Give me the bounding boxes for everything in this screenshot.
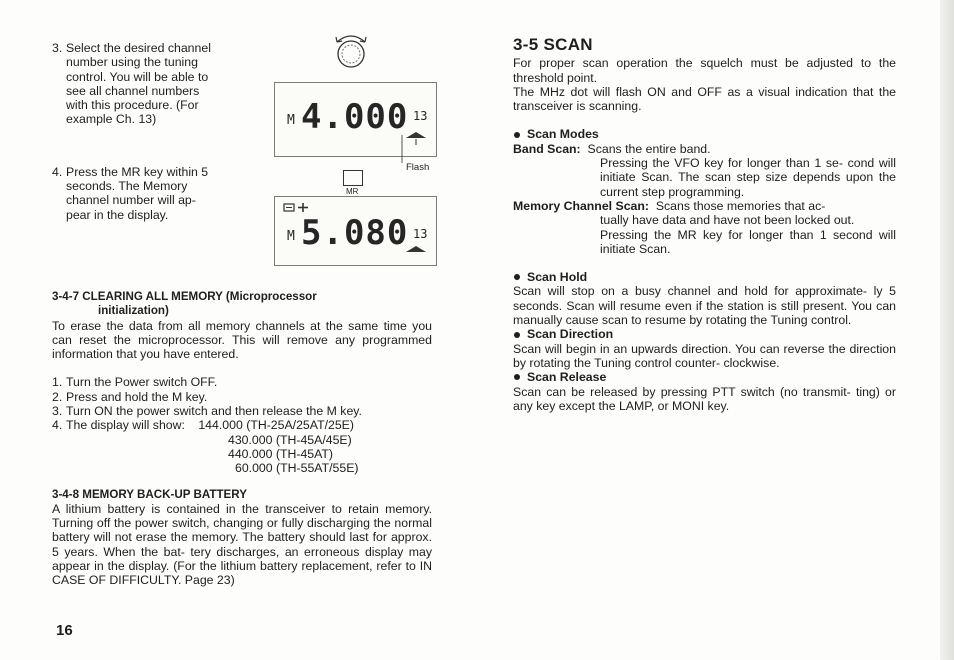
tuning-knob-icon (329, 30, 373, 74)
lcd-display-memory (274, 196, 437, 266)
band-scan: Band Scan: Scans the entire band. (513, 141, 711, 156)
step-3-line: example Ch. 13) (66, 112, 157, 127)
scan-direction-heading: Scan Direction (513, 327, 896, 341)
freq-value: 60.000 (235, 461, 273, 476)
lcd-channel-number: 13 (413, 227, 428, 241)
scan-direction-body: Scan will begin in an upwards direction. You can reverse the direction by rotating the Tuning control counter- clockwise. (513, 341, 896, 370)
step-4 (52, 165, 256, 222)
step-3-line: Select the desired channel (66, 41, 211, 55)
bullet-icon (514, 132, 520, 138)
flash-leader-line (400, 135, 410, 165)
freq-model: (TH-45A/45E) (275, 432, 352, 447)
lcd-frequency: 5.080 (301, 213, 409, 253)
list-item: 4. The display will show: 144.000 (TH-25A/25AT/25E) (52, 418, 354, 433)
list-item: 3. Turn ON the power switch and then release the M key. (52, 404, 362, 419)
scan-hold-body: Scan will stop on a busy channel and hold for approximate- ly 5 seconds. Scan will resume even if the station is still present. You can manually cause scan to resume by rotating the Tuning control. (513, 284, 896, 328)
scan-hold-heading: Scan Hold (513, 270, 896, 284)
memory-scan: Memory Channel Scan: Scans those memories that ac- (513, 198, 826, 213)
step-3-line: control. You will be able to (66, 69, 209, 84)
lcd-frequency: 4.000 (301, 97, 409, 137)
freq-model: (TH-45AT) (275, 446, 334, 461)
step-4-line: Press the MR key within 5 (66, 164, 209, 179)
right-column (513, 35, 896, 413)
freq-value: 144.000 (198, 418, 243, 433)
step-3-line: see all channel numbers (66, 83, 200, 98)
mr-key-label: MR (346, 187, 359, 196)
freq-model: (TH-55AT/55E) (276, 461, 359, 476)
freq-value: 430.000 (228, 432, 273, 447)
step-4-line: seconds. The Memory (66, 179, 188, 194)
memory-indicator: M (287, 229, 295, 244)
section-3-4-8-heading: 3-4-8 MEMORY BACK-UP BATTERY (52, 487, 247, 501)
flash-label: Flash (406, 162, 430, 173)
lcd-display-channel (274, 82, 437, 157)
list-item (52, 461, 432, 475)
step-3 (52, 41, 256, 127)
bullet-icon (514, 374, 520, 380)
flash-pointer-icon (403, 245, 429, 263)
list-item: 2. Press and hold the M key. (52, 389, 208, 404)
lcd-channel-number: 13 (413, 109, 428, 123)
section-3-4-7-body: To erase the data from all memory channels at the same time you can reset the microprocessor. This will remove any programmed information that you have entered. (52, 318, 432, 362)
scan-intro: For proper scan operation the squelch must be adjusted to the threshold point. (513, 56, 896, 85)
clear-memory-steps (52, 375, 432, 475)
bullet-icon (514, 332, 520, 338)
bullet-icon (514, 274, 520, 280)
scan-intro: The MHz dot will flash ON and OFF as a visual indication that the transceiver is scanning. (513, 84, 896, 114)
freq-model: (TH-25A/25AT/25E) (246, 418, 354, 433)
section-3-4-8-body: A lithium battery is contained in the transceiver to retain memory. Turning off the power switch, changing or fully discharging the normal battery will not erase the memory. The battery should last for approx. 5 years. When the bat- tery discharges, an erroneous display may appear in the display. (For the lithium battery replacement, refer to IN CASE OF DIFFICULTY. Page 23) (52, 501, 432, 588)
section-3-4-7 (52, 290, 432, 476)
section-title: 3-5 SCAN (513, 35, 593, 54)
step-3-line: number using the tuning (66, 55, 198, 70)
memory-scan-detail: tually have data and have not been locked out. (600, 213, 855, 228)
section-3-4-7-heading-cont: initialization) (98, 304, 169, 318)
page-number: 16 (56, 622, 73, 639)
page-edge (940, 0, 954, 660)
scan-release-body: Scan can be released by pressing PTT switch (no transmit- ting) or any key except the LAMP, or MONI key. (513, 384, 896, 413)
mr-key-icon (343, 170, 363, 186)
freq-value: 440.000 (228, 446, 273, 461)
list-item (52, 433, 432, 447)
step-4-number: 4. (52, 164, 63, 179)
step-4-line: channel number will ap- (66, 193, 196, 208)
section-3-4-8 (52, 488, 432, 588)
step-3-number: 3. (52, 41, 63, 55)
scan-modes-heading: Scan Modes (513, 127, 896, 141)
list-item (52, 447, 432, 461)
memory-indicator: M (287, 113, 295, 128)
scan-release-heading: Scan Release (513, 370, 896, 384)
step-3-line: with this procedure. (For (66, 98, 199, 113)
section-3-4-7-heading: 3-4-7 CLEARING ALL MEMORY (Microprocessor (52, 289, 317, 303)
memory-scan-detail: Pressing the MR key for longer than 1 second will initiate Scan. (600, 227, 896, 256)
list-item: 1. Turn the Power switch OFF. (52, 375, 218, 390)
step-4-line: pear in the display. (66, 207, 169, 222)
band-scan-detail: Pressing the VFO key for longer than 1 se- cond will initiate Scan. The scan step size depends upon the current step programming. (600, 156, 896, 199)
